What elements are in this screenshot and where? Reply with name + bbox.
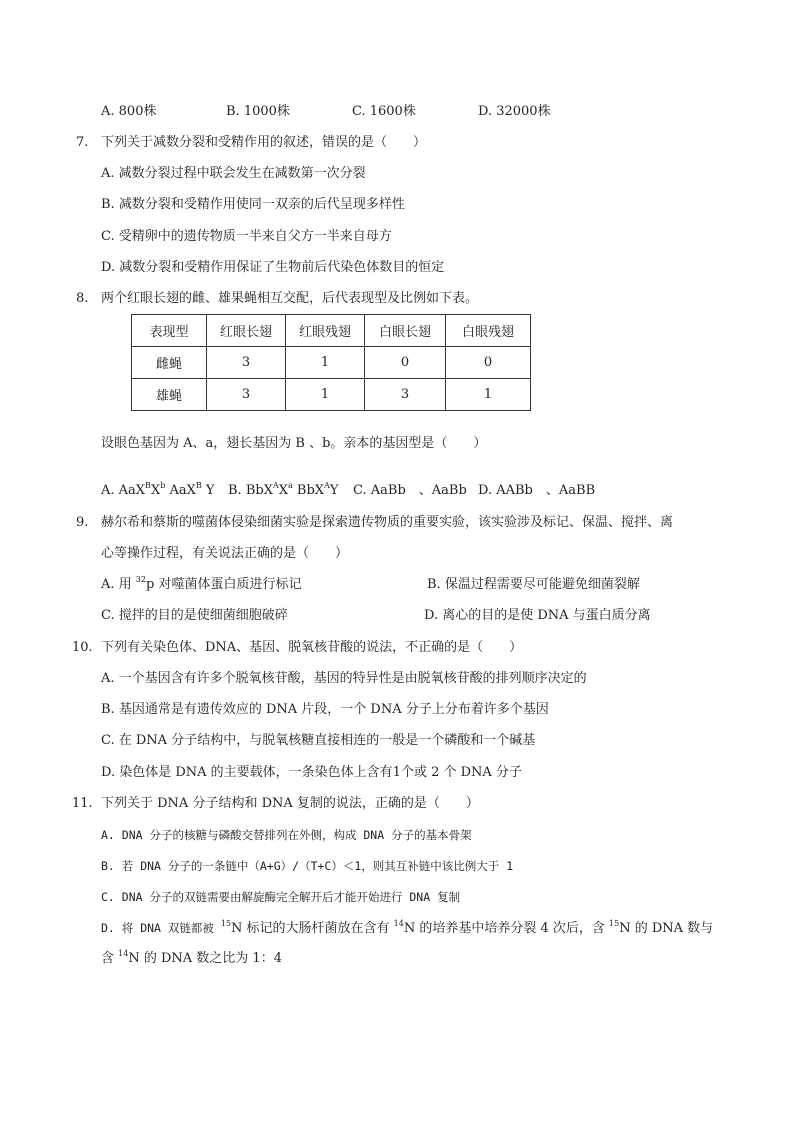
q6-option-c: C. 1600株 xyxy=(352,104,416,119)
q8-option-a-part: AaX xyxy=(165,483,196,498)
q11-option-d-sup: 15 xyxy=(609,919,620,928)
table-cell: 0 xyxy=(365,347,446,379)
q11-option-d-part: N 的 DNA 数之比为 1：4 xyxy=(128,951,282,966)
q7-option-d: D. 减数分裂和受精作用保证了生物前后代染色体数目的恒定 xyxy=(101,260,445,275)
q11-option-c: C. DNA 分子的双链需要由解旋酶完全解开后才能开始进行 DNA 复制 xyxy=(101,890,461,904)
table-header-cell: 白眼残翅 xyxy=(446,315,531,347)
q9-option-b: B. 保温过程需要尽可能避免细菌裂解 xyxy=(427,577,640,592)
q8-option-a-part: A. AaX xyxy=(101,483,146,498)
q10-option-c: C. 在 DNA 分子结构中，与脱氧核糖直接相连的一般是一个磷酸和一个碱基 xyxy=(101,733,536,748)
q11-option-d-line1 xyxy=(101,919,713,938)
q11-option-d-part: D. 将 DNA 双链都被 xyxy=(101,921,221,935)
q11-option-d-part: N 的培养基中培养分裂 4 次后，含 xyxy=(403,921,610,936)
table-cell: 1 xyxy=(286,379,365,411)
q9-option-a-part: A. 用 xyxy=(101,577,136,592)
table-row xyxy=(132,347,531,379)
q11-option-d-part: N 的 DNA 数与 xyxy=(619,921,714,936)
table-header-row xyxy=(132,315,531,347)
q7-option-b: B. 减数分裂和受精作用使同一双亲的后代呈现多样性 xyxy=(101,197,405,212)
q8-option-b-part: X xyxy=(278,483,288,498)
q11-option-d-sup: 15 xyxy=(220,919,231,928)
q11-stem: 下列关于 DNA 分子结构和 DNA 复制的说法，正确的是（ ） xyxy=(101,796,479,811)
q8-prompt: 设眼色基因为 A、a，翅长基因为 B 、b。亲本的基因型是（ ） xyxy=(101,436,487,451)
table-cell: 1 xyxy=(286,347,365,379)
table-header-cell: 白眼长翅 xyxy=(365,315,446,347)
q8-option-a-part: X xyxy=(150,483,161,498)
q6-option-b: B. 1000株 xyxy=(226,104,290,119)
table-cell: 雄蝇 xyxy=(132,379,207,411)
q11-option-d-part: N 标记的大肠杆菌放在含有 xyxy=(231,921,394,936)
q11-option-d-sup: 14 xyxy=(393,919,404,928)
q9-number: 9. xyxy=(76,515,89,530)
table-header-cell: 表现型 xyxy=(132,315,207,347)
q10-option-a: A. 一个基因含有许多个脱氧核苷酸，基因的特异性是由脱氧核苷酸的排列顺序决定的 xyxy=(101,671,587,686)
q8-number: 8. xyxy=(76,291,89,306)
q9-stem-line2: 心等操作过程，有关说法正确的是（ ） xyxy=(101,546,349,561)
q11-option-b: B. 若 DNA 分子的一条链中（A+G）/（T+C）＜1，则其互补链中该比例大于 1 xyxy=(101,859,514,873)
q11-option-a: A. DNA 分子的核糖与磷酸交替排列在外侧，构成 DNA 分子的基本骨架 xyxy=(101,828,472,842)
q8-option-b-sup: a xyxy=(288,481,293,490)
q8-option-c: C. AaBb 、AaBb xyxy=(353,483,467,498)
q8-option-b-part: Y xyxy=(329,483,339,498)
table-header-cell: 红眼残翅 xyxy=(286,315,365,347)
table-cell: 雌蝇 xyxy=(132,347,207,379)
table-cell: 3 xyxy=(207,347,286,379)
q7-number: 7. xyxy=(76,135,89,150)
q8-option-b-sup: A xyxy=(272,481,279,490)
q6-option-a: A. 800株 xyxy=(101,104,157,119)
q8-option-b xyxy=(228,482,338,500)
q8-option-a-sup: B xyxy=(195,481,202,490)
q10-option-b: B. 基因通常是有遗传效应的 DNA 片段，一个 DNA 分子上分布着许多个基因 xyxy=(101,702,549,717)
table-cell: 1 xyxy=(446,379,531,411)
q11-option-d-part: 含 xyxy=(101,951,119,966)
q8-option-b-part: B. BbX xyxy=(228,483,273,498)
q11-option-d-line2 xyxy=(101,950,282,968)
q9-option-c: C. 搅拌的目的是使细菌细胞破碎 xyxy=(101,608,288,623)
q10-number: 10. xyxy=(72,640,93,655)
q11-option-d-sup: 14 xyxy=(118,949,129,958)
q9-option-d: D. 离心的目的是使 DNA 与蛋白质分离 xyxy=(424,608,651,623)
table-cell: 3 xyxy=(365,379,446,411)
q8-option-a-part: Y xyxy=(201,483,215,498)
q7-option-a: A. 减数分裂过程中联会发生在减数第一次分裂 xyxy=(101,166,366,181)
q9-option-a xyxy=(101,576,301,594)
table-cell: 3 xyxy=(207,379,286,411)
q8-option-a-sup: B xyxy=(145,481,151,490)
q8-option-a xyxy=(101,482,214,500)
q9-option-a-sup: 32 xyxy=(135,575,146,584)
table-cell: 0 xyxy=(446,347,531,379)
table-header-cell: 红眼长翅 xyxy=(207,315,286,347)
q9-option-a-part: p 对噬菌体蛋白质进行标记 xyxy=(145,577,302,592)
q7-option-c: C. 受精卵中的遗传物质一半来自父方一半来自母方 xyxy=(101,229,392,244)
q8-option-b-sup: A xyxy=(324,481,330,490)
q7-stem: 下列关于减数分裂和受精作用的叙述，错误的是（ ） xyxy=(101,135,427,150)
q8-option-d: D. AABb 、AaBB xyxy=(478,483,596,498)
q9-stem-line1: 赫尔希和蔡斯的噬菌体侵染细菌实验是探索遗传物质的重要实验，该实验涉及标记、保温、搅拌、离 xyxy=(101,515,674,530)
q8-stem: 两个红眼长翅的雌、雄果蝇相互交配，后代表现型及比例如下表。 xyxy=(101,291,479,306)
q8-option-a-sup: b xyxy=(160,481,166,490)
q10-option-d: D. 染色体是 DNA 的主要载体，一条染色体上含有1个或 2 个 DNA 分子 xyxy=(101,765,522,780)
q6-option-d: D. 32000株 xyxy=(478,104,551,119)
q10-stem: 下列有关染色体、DNA、基因、脱氧核苷酸的说法，不正确的是（ ） xyxy=(101,640,523,655)
q11-number: 11. xyxy=(72,796,93,811)
phenotype-table xyxy=(131,314,531,411)
q8-option-b-part: BbX xyxy=(292,483,325,498)
table-row xyxy=(132,379,531,411)
